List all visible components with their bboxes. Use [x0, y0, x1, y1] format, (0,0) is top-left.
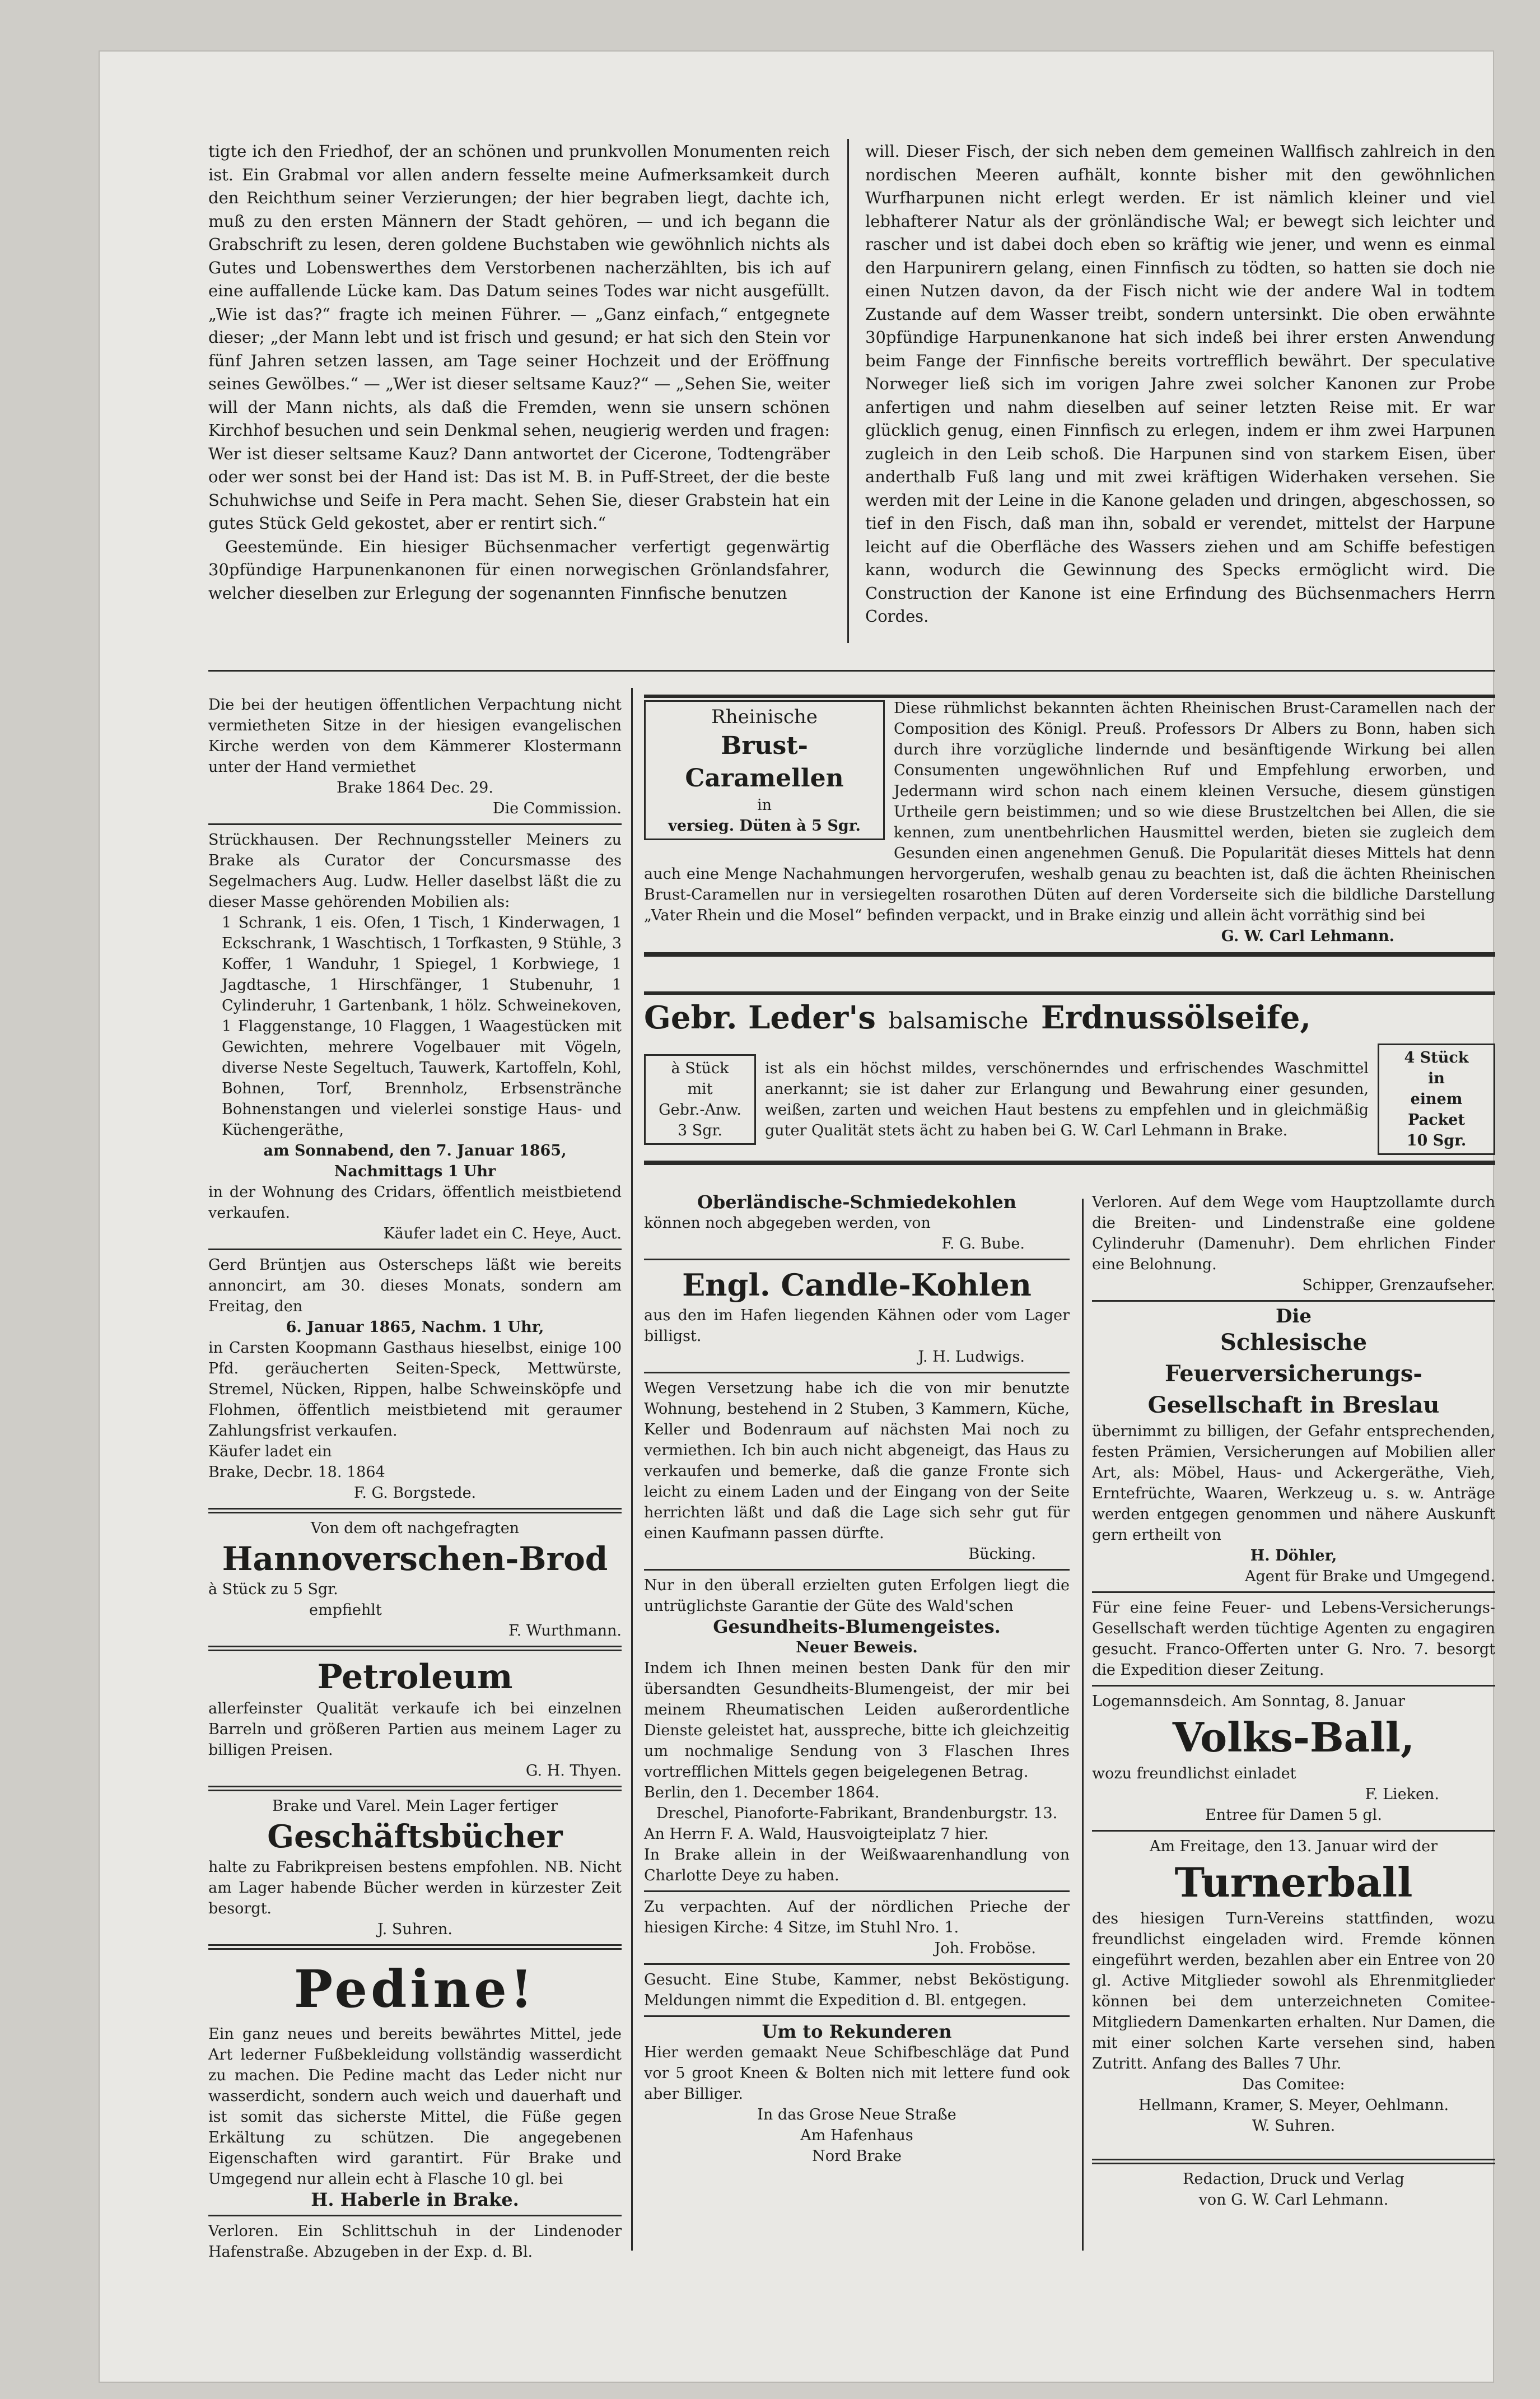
- caramellen-box-line1: Rheinische: [711, 706, 818, 728]
- ad-struckhausen-items: 1 Schrank, 1 eis. Ofen, 1 Tisch, 1 Kinderwagen, 1 Eckschrank, 1 Waschtisch, 1 Torfkasten, 9 Stühle, 3 Koffer, 1 Wanduhr, 1 Spiegel, 1 Korbwiege, 1 Jagdtasche, 1 Hirschfänger, 1 Stubenuhr, 1 Cylinderuhr, 1 Gartenbank, 1 hölz. Schweinekoven, 1 Flaggenstange, 10 Flaggen, 1 Waagestücken mit Gewichten, mehrere Vogelbauer mit Vögeln, diverse Neste Segeltuch, Tauwerk, Kartoffeln, Kohl, Bohnen, Torf, Brennholz, Erbsenstränche Bohnenstangen und vielerlei sonstige Haus- und Küchengeräthe,: [222, 914, 622, 1139]
- ad-verloren-uhr: [1092, 1192, 1495, 1296]
- ad-verloren2-text: Verloren. Auf dem Wege vom Hauptzollamte durch die Breiten- und Lindenstraße eine goldene Cylinderuhr (Damenuhr). Dem ehrlichen Finder eine Belohnung.: [1092, 1194, 1495, 1273]
- ad-geschaeft-pre: Brake und Varel. Mein Lager fertiger: [272, 1797, 558, 1815]
- caramellen-bottom-rule: [644, 952, 1495, 957]
- ad-petroleum: [208, 1656, 622, 1781]
- ad-rekunderen-addr: In das Grose Neue Straße: [757, 2106, 956, 2123]
- leder-title-row: [644, 998, 1495, 1044]
- ad-volksball-tail: Entree für Damen 5 gl.: [1205, 1806, 1382, 1824]
- leder-top-rule: [644, 991, 1495, 995]
- ad-bruntjen-sig3: F. G. Borgstede.: [353, 1484, 477, 1502]
- ad-bruntjen-body: in Carsten Koopmann Gasthaus hieselbst, einige 100 Pfd. geräucherten Seiten-Speck, Mettwürste, Stremel, Nücken, Rippen, halbe Schweinsköpfe und Flohmen, öffentlich meistbietend mit geraumer Zahlungsfrist verkaufen.: [208, 1339, 622, 1440]
- impressum: [1092, 2169, 1495, 2210]
- separator: [208, 1944, 622, 1950]
- ad-rekunderen-text: Hier werden gemaakt Neue Schifbeschläge dat Pund vor 5 groot Kneen & Bolten nich mit lettere fund ook aber Billiger.: [644, 2044, 1070, 2103]
- ad-wohnung-signature: Bücking.: [968, 1545, 1036, 1563]
- ad-petroleum-title: Petroleum: [317, 1657, 513, 1697]
- ad-verpachtung-date: Brake 1864 Dec. 29.: [337, 779, 493, 796]
- article-bottom-rule: [208, 670, 1495, 672]
- ad-schmiede-title: Oberländische-Schmiedekohlen: [697, 1191, 1017, 1213]
- ad-turnerball-title: Turnerball: [1174, 1858, 1413, 1906]
- ad-volksball-pre: Logemannsdeich. Am Sonntag, 8. Januar: [1092, 1693, 1406, 1710]
- ad-volksball: [1092, 1691, 1495, 1825]
- separator: [1092, 1830, 1495, 1832]
- ad-brod-signature: F. Wurthmann.: [508, 1622, 622, 1639]
- ad-pedine-title: Pedine!: [293, 1959, 536, 2019]
- ads-middle-column: [644, 1192, 1070, 2167]
- ad-rekunderen-addr3: Nord Brake: [812, 2148, 902, 2165]
- leder-left-2: mit: [687, 1080, 713, 1098]
- ad-bruntjen: [208, 1255, 622, 1503]
- separator: [208, 2215, 622, 2216]
- ad-verpachten-text: Zu verpachten. Auf der nördlichen Prieche der hiesigen Kirche: 4 Sitze, im Stuhl Nro. 1.: [644, 1898, 1070, 1936]
- ad-candle-title: Engl. Candle-Kohlen: [682, 1267, 1032, 1303]
- leder-right-box: [1378, 1044, 1495, 1155]
- separator: [1092, 1300, 1495, 1302]
- ad-wohnung: [644, 1378, 1070, 1564]
- ad-turnerball-names: Hellmann, Kramer, S. Meyer, Oehlmann.: [1138, 2097, 1449, 2114]
- leder-body: [644, 1044, 1495, 1155]
- ad-volksball-signature: F. Lieken.: [1365, 1786, 1439, 1803]
- ad-turnerball: [1092, 1836, 1495, 2136]
- ad-verpachtung: [208, 695, 622, 819]
- leder-left-box: [644, 1054, 756, 1145]
- ad-struckhausen-signature: Käufer ladet ein C. Heye, Auct.: [383, 1225, 622, 1242]
- ad-verpachten-signature: Joh. Froböse.: [934, 1940, 1036, 1957]
- ad-verloren-schlittschuh: [208, 2221, 622, 2262]
- leder-left-1: à Stück: [671, 1059, 729, 1077]
- leder-title: Gebr. Leder's: [644, 999, 876, 1036]
- article-right-column: [865, 140, 1495, 628]
- ad-pedine-text: Ein ganz neues und bereits bewährtes Mittel, jede Art lederner Fußbekleidung vollständig wasserdicht zu machen. Die Pedine macht das Leder nicht nur wasserdicht, sondern auch weich und dauerhaft und ist somit das sicherste Mittel, die Füße gegen Erkältung zu schützen. Die angegebenen Eigenschaften wird garantirt. Für Brake und Umgegend nur allein echt à Flasche 10 gl. bei: [208, 2025, 622, 2188]
- separator: [644, 2015, 1070, 2017]
- ad-candle-text: aus den im Hafen liegenden Kähnen oder vom Lager billigst.: [644, 1307, 1070, 1345]
- ads-divider-left: [631, 688, 633, 2251]
- ad-wald-text: Nur in den überall erzielten guten Erfolgen liegt die untrüglichste Garantie der Güte des Wald'schen: [644, 1577, 1070, 1615]
- ads-left-column: [208, 695, 622, 2262]
- ad-erdnussoelseife: [644, 991, 1495, 1165]
- separator: [208, 823, 622, 825]
- ad-geschaeft-signature: J. Suhren.: [377, 1921, 453, 1938]
- ad-schmiede-signature: F. G. Bube.: [941, 1235, 1025, 1252]
- separator: [644, 1569, 1070, 1571]
- ad-rekunderen-title: Um to Rekunderen: [762, 2021, 952, 2042]
- ad-struckhausen-text: Strückhausen. Der Rechnungssteller Meiners zu Brake als Curator der Concursmasse des Segelmachers Aug. Ludw. Heller daselbst läßt die zu dieser Masse gehörenden Mobilien als:: [208, 831, 622, 911]
- article-left-text-2: Geestemünde. Ein hiesiger Büchsenmacher verfertigt gegenwärtig 30pfündige Harpunenkanonen für einen norwegischen Grönlandsfahrer, welcher dieselben zur Erlegung der sogenannten Finnfische benutzen: [208, 537, 830, 603]
- ad-feuer-signature: H. Döhler,: [1250, 1547, 1337, 1564]
- leder-mid: balsamische: [888, 1008, 1029, 1034]
- impressum-line2: von G. W. Carl Lehmann.: [1198, 2191, 1389, 2209]
- ads-divider-right: [1082, 1199, 1084, 2251]
- ad-schmiede-text: können noch abgegeben werden, von: [644, 1214, 931, 1232]
- ad-blumengeist: [644, 1575, 1070, 1886]
- caramellen-box-price: versieg. Düten à 5 Sgr.: [668, 817, 861, 835]
- caramellen-box-title: Brust-Caramellen: [685, 732, 844, 793]
- leder-text: ist als ein höchst mildes, verschönerndes und erfrischendes Waschmittel anerkannt; sie ist daher zur Erlangung und Bewahrung einer gesunden, weißen, zarten und weichen Haut bestens zu empfehlen und in gleichmäßig guter Qualität stets ächt zu haben bei G. W. Carl Lehmann in Brake.: [765, 1059, 1369, 1139]
- ad-struckhausen-tail: in der Wohnung des Cridars, öffentlich meistbietend verkaufen.: [208, 1184, 622, 1222]
- ad-feuer-signature2: Agent für Brake und Umgegend.: [1244, 1568, 1495, 1585]
- separator: [208, 1646, 622, 1651]
- ad-brod-recommend: empfiehlt: [309, 1601, 382, 1619]
- ad-turnerball-comitee: Das Comitee:: [1242, 2076, 1345, 2093]
- ad-volksball-title: Volks-Ball,: [1172, 1713, 1415, 1761]
- ad-wald-title: Gesundheits-Blumengeistes.: [713, 1616, 1001, 1637]
- leder-right-2: in: [1428, 1070, 1445, 1087]
- separator: [1092, 2159, 1495, 2164]
- ad-turnerball-names2: W. Suhren.: [1252, 2117, 1336, 2135]
- ad-wald-date: Berlin, den 1. December 1864.: [644, 1784, 880, 1801]
- ad-wald-body: Indem ich Ihnen meinen besten Dank für den mir übersandten Gesundheits-Blumengeist, der mir bei meinem Rheumatischen Leiden außerordentliche Dienste geleistet hat, ausspreche, bitte ich gleichzeitig um nochmalige Sendung von 3 Flaschen Ihres vortrefflichen Mittels gegen beigelegenen Betrag.: [644, 1660, 1070, 1781]
- article-left-column: [208, 140, 830, 605]
- ad-verpachtung-signature: Die Commission.: [492, 800, 622, 817]
- leder-left-3: Gebr.-Anw.: [659, 1101, 741, 1119]
- ad-feuer-title1: Schlesische Feuerversicherungs-: [1165, 1329, 1422, 1387]
- ad-brod-pre: Von dem oft nachgefragten: [310, 1520, 520, 1537]
- ad-petroleum-text: allerfeinster Qualität verkaufe ich bei einzelnen Barreln und größeren Partien aus meinem Lager zu billigen Preisen.: [208, 1700, 622, 1759]
- ad-bruntjen-text: Gerd Brüntjen aus Osterscheps läßt wie bereits annoncirt, am 30. dieses Monats, sondern am Freitag, den: [208, 1256, 622, 1315]
- separator: [208, 1508, 622, 1513]
- ad-geschaeft-title: Geschäftsbücher: [267, 1818, 563, 1855]
- ad-volksball-text: wozu freundlichst einladet: [1092, 1765, 1296, 1782]
- separator: [644, 1372, 1070, 1373]
- ad-struckhausen-date: am Sonnabend, den 7. Januar 1865, Nachmittags 1 Uhr: [263, 1142, 567, 1180]
- article-right-text: will. Dieser Fisch, der sich neben dem gemeinen Wallfisch zahlreich in den nordischen Meeren aufhält, konnte bisher mit den gewöhnlichen Wurfharpunen nicht erlegt werden. Er ist nämlich kleiner und viel lebhafterer Natur als der grönländische Wal; er bewegt sich leichter und rascher und ist dabei doch eben so kräftig wie jener, und wenn es einmal den Harpunirern gelang, einen Finnfisch zu tödten, so hatten sie doch nie einen Nutzen davon, da der Fisch nicht wie der andere Wal in todtem Zustande auf dem Wasser treibt, sondern untersinkt. Die oben erwähnte 30pfündige Harpunenkanone hat sich indeß bei ihrer ersten Anwendung beim Fange der Finnfische bereits vortrefflich bewährt. Der speculative Norweger ließ sich im vorigen Jahre zwei solcher Kanonen zur Probe anfertigen und nahm dieselben auf seiner letzten Reise mit. Er war glücklich genug, einen Finnfisch zu erlegen, indem er ihm zwei Harpunen zugleich in den Leib schoß. Die Harpunen sind von starkem Eisen, über anderthalb Fuß lang und mit zwei kräftigen Widerhaken versehen. Sie werden mit der Leine in die Kanone geladen und dringen, abgeschossen, so tief in den Fisch, daß man ihn, sobald er verendet, mittelst der Harpune leicht auf die Oberfläche des Wassers ziehen und am Schiffe befestigen kann, wodurch die Gewinnung des Specks ermöglicht wird. Die Construction der Kanone ist eine Erfindung des Büchsenmachers Herrn Cordes.: [865, 142, 1495, 626]
- ad-verpachten: [644, 1897, 1070, 1959]
- ad-petroleum-signature: G. H. Thyen.: [525, 1762, 622, 1780]
- leder-left-4: 3 Sgr.: [677, 1121, 723, 1139]
- ad-rekunderen: [644, 2021, 1070, 2167]
- caramellen-text: Diese rühmlichst bekannten ächten Rheinischen Brust-Caramellen nach der Composition des Königl. Preuß. Professors Dr Albers zu Bonn, haben sich durch ihre vorzügliche lindernde und besänftigende Wirkung bei allen Consumenten ungewöhnlichen Ruf und Empfehlung erworben, und Jedermann wird schon nach einem kleinen Versuche, diesem günstigen Urtheile gern beistimmen; und so wie diese Brustzeltchen bei Allen, die sie kennen, zum unentbehrlichen Hausmittel werden, bieten sie zugleich dem Gesunden einen angenehmen Genuß. Die Popularität dieses Mittels hat denn auch eine Menge Nachahmungen hervorgerufen, weshalb genau zu beachten ist, daß die ächten Rheinischen Brust-Caramellen nur in versiegelten rosarothen Düten auf deren Vorderseite sich die bildliche Darstellung „Vater Rhein und die Mosel“ befinden verpackt, und in Brake einzig und allein ächt vorräthig sind bei: [644, 700, 1495, 924]
- ad-struckhausen: [208, 830, 622, 1244]
- ad-lebensversicherung: [1092, 1597, 1495, 1680]
- separator: [1092, 1685, 1495, 1687]
- ad-feuer-title2: Gesellschaft in Breslau: [1147, 1392, 1440, 1418]
- caramellen-signature: G. W. Carl Lehmann.: [1221, 928, 1394, 945]
- separator: [208, 1249, 622, 1250]
- ad-rekunderen-addr2: Am Hafenhaus: [800, 2127, 913, 2144]
- ad-verpachtung-text: Die bei der heutigen öffentlichen Verpachtung nicht vermietheten Sitze in der hiesigen evangelischen Kirche werden von dem Kämmerer Klostermann unter der Hand vermiethet: [208, 696, 622, 776]
- ad-caramellen: [644, 695, 1495, 957]
- ad-bruntjen-date: 6. Januar 1865, Nachm. 1 Uhr,: [286, 1319, 544, 1336]
- ad-wald-subtitle: Neuer Beweis.: [796, 1639, 918, 1656]
- ad-pedine-signature: H. Haberle in Brake.: [311, 2189, 519, 2210]
- ad-verloren1-text: Verloren. Ein Schlittschuh in der Lindenoder Hafenstraße. Abzugeben in der Exp. d. Bl.: [208, 2223, 622, 2261]
- ad-geschaeft-text: halte zu Fabrikpreisen bestens empfohlen. NB. Nicht am Lager habende Bücher werden in kürzester Zeit besorgt.: [208, 1858, 622, 1917]
- ad-schmiedekohlen: [644, 1192, 1070, 1254]
- ad-candle-kohlen: [644, 1265, 1070, 1367]
- ad-pedine: [208, 1954, 622, 2210]
- separator: [1092, 1591, 1495, 1593]
- ad-brod: [208, 1518, 622, 1641]
- ad-brod-price: à Stück zu 5 Sgr.: [208, 1581, 338, 1598]
- leder-bottom-rule: [644, 1161, 1495, 1165]
- ad-wohnung-text: Wegen Versetzung habe ich die von mir benutzte Wohnung, bestehend in 2 Stuben, 3 Kammern, Küche, Keller und Bodenraum auf nächsten Mai noch zu vermiethen. Ich bin auch nicht abgeneigt, das Haus zu verkaufen und bemerke, daß die ganze Fronte sich leicht zu einem Laden und der Eingang von der Seite herrichten läßt und daß die Lage sich sehr gut für einen Kaufmann passen dürfte.: [644, 1380, 1070, 1542]
- caramellen-box: [644, 700, 885, 840]
- article-left-text: tigte ich den Friedhof, der an schönen und prunkvollen Monumenten reich ist. Ein Grabmal vor allen andern fesselte meine Aufmerksamkeit durch den Reichthum seiner Verzierungen; der hier begraben liegt, dachte ich, muß zu den ersten Männern der Stadt gehören, — und ich begann die Grabschrift zu lesen, deren goldene Buchstaben wie gewöhnlich nichts als Gutes und Lobenswerthes dem Verstorbenen nacherzählten, bis ich auf eine auffallende Lücke kam. Das Datum seines Todes war nicht ausgefüllt. „Wie ist das?“ fragte ich meinen Führer. — „Ganz einfach,“ entgegnete dieser; „der Mann lebt und ist frisch und gesund; er hat sich den Stein vor fünf Jahren setzen lassen, am Tage seiner Hochzeit und der Eröffnung seines Gewölbes.“ — „Wer ist dieser seltsame Kauz?“ — „Sehen Sie, weiter will der Mann nichts, als daß die Fremden, wenn sie unsern schönen Kirchhof besuchen und sein Denkmal sehen, neugierig werden und fragen: Wer ist dieser seltsame Kauz? Dann antwortet der Cicerone, Todtengräber oder wer sonst bei der Hand ist: Das ist M. B. in Puff-Street, der die beste Schuhwichse und Seife in Pera macht. Sehen Sie, dieser Grabstein hat ein gutes Stück Geld gekostet, aber er rentirt sich.“: [208, 142, 830, 533]
- ad-turnerball-pre: Am Freitage, den 13. Januar wird der: [1149, 1838, 1438, 1855]
- ad-wald-tail: In Brake allein in der Weißwaarenhandlung von Charlotte Deye zu haben.: [644, 1846, 1070, 1884]
- separator: [208, 1786, 622, 1791]
- ad-feuer-text: übernimmt zu billigen, der Gefahr entsprechenden, festen Prämien, Versicherungen auf Mobilien aller Art, als: Möbel, Haus- und Ackergeräthe, Vieh, Erntefrüchte, Waaren, Werkzeug u. s. w. Anträge werden entgegen genommen und nähere Auskunft gern ertheilt von: [1092, 1423, 1495, 1544]
- leder-right-4: 10 Sgr.: [1406, 1132, 1467, 1149]
- separator: [644, 1890, 1070, 1892]
- ads-right-column: [1092, 1192, 1495, 2210]
- ad-wald-addr2: An Herrn F. A. Wald, Hausvoigteiplatz 7 hier.: [644, 1825, 989, 1843]
- ad-gesucht-text: Gesucht. Eine Stube, Kammer, nebst Beköstigung. Meldungen nimmt die Expedition d. Bl. entgegen.: [644, 1971, 1070, 2009]
- caramellen-box-line3: in: [757, 796, 772, 814]
- impressum-line1: Redaction, Druck und Verlag: [1183, 2170, 1404, 2188]
- ad-brod-title: Hannoverschen-Brod: [222, 1540, 608, 1578]
- ad-leben-text: Für eine feine Feuer- und Lebens-Versicherungs-Gesellschaft werden tüchtige Agenten zu engagiren gesucht. Franco-Offerten unter G. Nro. 7. besorgt die Expedition dieser Zeitung.: [1092, 1599, 1495, 1679]
- ad-wald-addr1: Dreschel, Pianoforte-Fabrikant, Brandenburgstr. 13.: [656, 1805, 1058, 1822]
- caramellen-top-rule: [644, 695, 1495, 698]
- ad-gesucht: [644, 1969, 1070, 2011]
- separator: [644, 1963, 1070, 1965]
- ad-candle-signature: J. H. Ludwigs.: [918, 1348, 1025, 1366]
- ad-turnerball-text: des hiesigen Turn-Vereins stattfinden, wozu freundlichst eingeladen wird. Fremde können eingeführt werden, bezahlen aber ein Entree von 20 gl. Active Mitglieder sowohl als Ehrenmitglieder können bei dem unterzeichneten Comitee-Mitgliedern Damenkarten erhalten. Nur Damen, die mit einer solchen Karte versehen sind, haben Zutritt. Anfang des Balles 7 Uhr.: [1092, 1910, 1495, 2072]
- leder-title2: Erdnussölseife,: [1040, 999, 1311, 1036]
- ad-geschaeftsbuecher: [208, 1796, 622, 1940]
- separator: [644, 1259, 1070, 1260]
- leder-right-1: 4 Stück: [1404, 1049, 1469, 1066]
- leder-right-3: einem Packet: [1408, 1091, 1465, 1129]
- article-column-divider: [847, 139, 849, 643]
- ad-feuer-pre: Die: [1275, 1305, 1312, 1327]
- ad-feuerversicherung: [1092, 1306, 1495, 1587]
- ad-bruntjen-sig1: Käufer ladet ein: [208, 1443, 332, 1460]
- ad-verloren2-signature: Schipper, Grenzaufseher.: [1302, 1277, 1495, 1294]
- ad-bruntjen-sig2: Brake, Decbr. 18. 1864: [208, 1464, 385, 1481]
